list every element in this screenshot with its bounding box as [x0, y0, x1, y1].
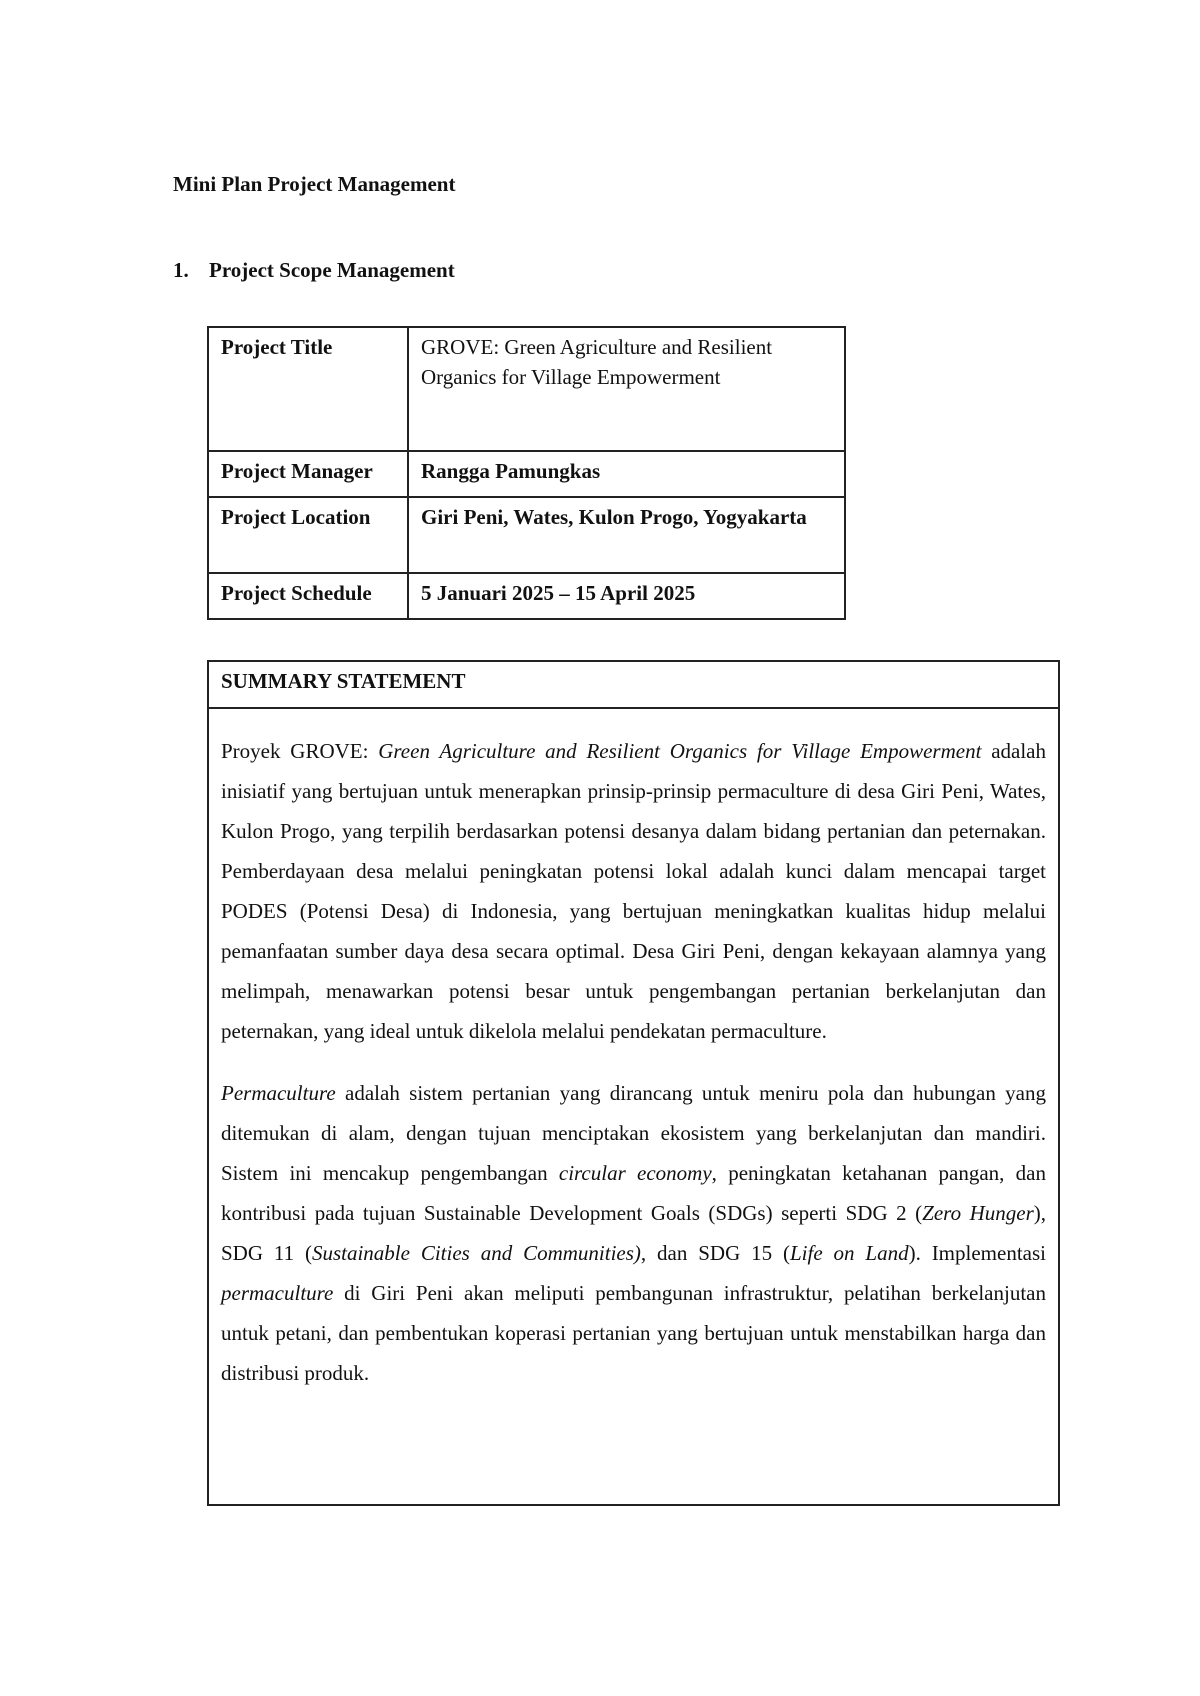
section-number: 1. — [173, 258, 189, 282]
p1-italic-project-name: Green Agriculture and Resilient Organics for Village Empowerment — [378, 739, 982, 763]
table-row — [208, 327, 845, 451]
p2-italic-sustainable-cities: Sustainable Cities and Communities) — [311, 1241, 641, 1265]
row-label-project-title: Project Title — [208, 327, 408, 451]
section-heading-text: Project Scope Management — [209, 258, 455, 282]
table-row — [208, 451, 845, 497]
section-heading — [173, 258, 455, 283]
p2-italic-life-on-land: Life on Land — [789, 1241, 909, 1265]
row-label-project-schedule: Project Schedule — [208, 573, 408, 619]
table-row — [208, 497, 845, 573]
document-title: Mini Plan Project Management — [173, 172, 456, 196]
p2-text-b: , peningkatan ketahanan pangan, dan kontribusi pada tujuan Sustainable Development Goals (SDGs) seperti SDG 2 ( — [221, 1161, 1046, 1225]
p1-text-a: Proyek GROVE: — [221, 739, 379, 763]
row-value-project-schedule: 5 Januari 2025 – 15 April 2025 — [408, 573, 845, 619]
p2-text-d: , dan SDG 15 ( — [640, 1241, 790, 1265]
summary-statement-box — [207, 660, 1060, 1506]
summary-heading: SUMMARY STATEMENT — [209, 662, 1058, 709]
row-value-project-location: Giri Peni, Wates, Kulon Progo, Yogyakarta — [408, 497, 845, 573]
row-value-project-manager: Rangga Pamungkas — [408, 451, 845, 497]
p2-italic-circular-economy: circular economy — [558, 1161, 712, 1185]
p1-text-b: adalah inisiatif yang bertujuan untuk menerapkan prinsip-prinsip permaculture di desa Giri Peni, Wates, Kulon Progo, yang terpilih berdasarkan potensi desanya dalam bidang pertanian dan peternakan. Pemberdayaan desa melalui peningkatan potensi lokal adalah kunci dalam mencapai target PODES (Potensi Desa) di Indonesia, yang bertujuan meningkatkan kualitas hidup melalui pemanfaatan sumber daya desa secara optimal. Desa Giri Peni, dengan kekayaan alamnya yang melimpah, menawarkan potensi besar untuk pengembangan pertanian berkelanjutan dan peternakan, yang ideal untuk dikelola melalui pendekatan permaculture. — [221, 739, 1047, 1043]
project-info-table — [207, 326, 846, 620]
p2-text-a: adalah sistem pertanian yang dirancang untuk meniru pola dan hubungan yang ditemukan di alam, dengan tujuan menciptakan ekosistem yang berkelanjutan dan mandiri. Sistem ini mencakup pengembangan — [221, 1081, 1046, 1185]
row-label-project-location: Project Location — [208, 497, 408, 573]
p2-text-c: ), SDG 11 ( — [221, 1201, 1047, 1265]
summary-body — [209, 709, 1058, 1393]
table-row — [208, 573, 845, 619]
summary-paragraph-1 — [221, 731, 1046, 1051]
p2-text-e: ). Implementasi — [908, 1241, 1046, 1265]
p2-italic-zero-hunger: Zero Hunger — [922, 1201, 1034, 1225]
p2-text-f: di Giri Peni akan meliputi pembangunan infrastruktur, pelatihan berkelanjutan untuk petani, dan pembentukan koperasi pertanian yang bertujuan untuk menstabilkan harga dan distribusi produk. — [221, 1281, 1046, 1385]
summary-paragraph-2 — [221, 1073, 1046, 1393]
row-label-project-manager: Project Manager — [208, 451, 408, 497]
row-value-project-title: GROVE: Green Agriculture and Resilient Organics for Village Empowerment — [408, 327, 845, 451]
p2-italic-permaculture-2: permaculture — [221, 1281, 334, 1305]
p2-italic-permaculture: Permaculture — [221, 1081, 336, 1105]
